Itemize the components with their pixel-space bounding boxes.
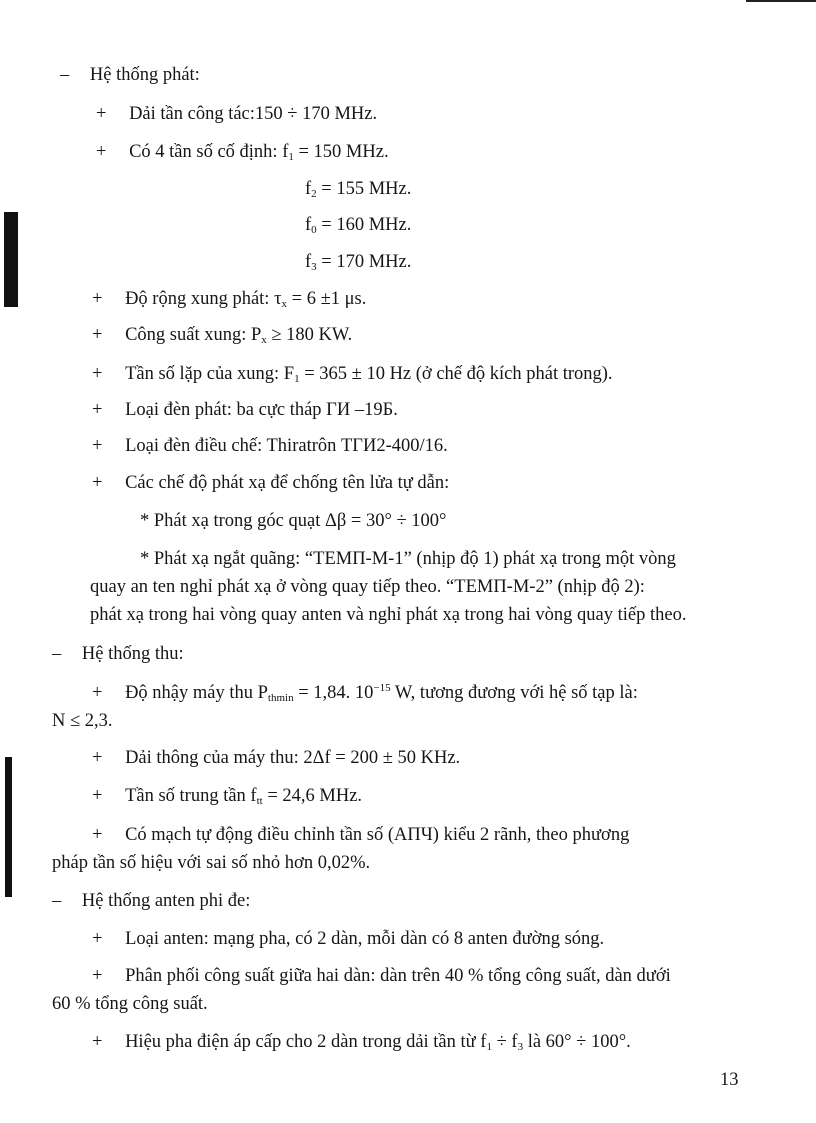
- scan-edge-mark: [746, 0, 816, 2]
- tx-tube-type: + Loại đèn phát: ba cực tháp ГИ –19Б.: [92, 400, 398, 420]
- tx-mode-sector: * Phát xạ trong góc quạt Δβ = 30° ÷ 100°: [140, 511, 447, 531]
- plus-bullet: +: [92, 436, 103, 456]
- plus-bullet: +: [92, 289, 103, 309]
- plus-bullet: +: [92, 929, 103, 949]
- dash-bullet: –: [60, 65, 70, 85]
- tx-prf: + Tần số lặp của xung: $F_1 = 365 \pm 10$ Hz (ở chế độ kích phát trong).: [92, 364, 613, 385]
- plus-bullet: +: [92, 748, 103, 768]
- tx-pulse-power: + Công suất xung: $P_x \ge 180$ KW.: [92, 325, 353, 346]
- dash-bullet: –: [52, 644, 62, 664]
- plus-bullet: +: [92, 683, 103, 703]
- tx-modulator-tube: + Loại đèn điều chế: Thiratrôn ТГИ2-400/16.: [92, 436, 448, 456]
- rx-bandwidth: + Dải thông của máy thu: 2Δf = 200 ± 50 KHz.: [92, 748, 461, 768]
- rx-sensitivity: + Độ nhậy máy thu $P_{thmin} = 1,84$. $10^{-15}$ W, tương đương với hệ số tạp là:: [92, 682, 638, 704]
- plus-bullet: +: [92, 786, 103, 806]
- rx-title: Hệ thống thu:: [81, 644, 184, 664]
- plus-bullet: +: [96, 104, 107, 124]
- plus-bullet: +: [92, 364, 103, 384]
- ant-power-split-line-2: 60 % tổng công suất.: [52, 994, 208, 1014]
- plus-bullet: +: [92, 400, 103, 420]
- tx-modes-intro: + Các chế độ phát xạ để chống tên lửa tự dẫn:: [92, 473, 450, 493]
- tx-mode-burst-line-3: phát xạ trong hai vòng quay anten và nghỉ phát xạ trong hai vòng quay tiếp theo.: [90, 605, 687, 625]
- tx-pulse-width: + Độ rộng xung phát: $\tau_x = 6 \pm 1$ μs.: [92, 289, 367, 310]
- tx-freq-f0: $f_0 = 160$ MHz.: [305, 215, 412, 236]
- plus-bullet: +: [92, 1032, 103, 1052]
- plus-bullet: +: [96, 142, 107, 162]
- tx-mode-burst-line-2: quay an ten nghỉ phát xạ ở vòng quay tiếp theo. “ТЕМП-М-2” (nhịp độ 2):: [90, 577, 645, 597]
- tx-mode-burst-line-1: * Phát xạ ngắt quãng: “ТЕМП-М-1” (nhịp độ 1) phát xạ trong một vòng: [140, 549, 676, 569]
- ant-type: + Loại anten: mạng pha, có 2 dàn, mỗi dàn có 8 anten đường sóng.: [92, 929, 605, 949]
- ant-title: Hệ thống anten phi đe:: [81, 891, 251, 911]
- page-number: 13: [720, 1070, 739, 1090]
- ant-power-split-line-1: + Phân phối công suất giữa hai dàn: dàn trên 40 % tổng công suất, dàn dưới: [92, 966, 671, 986]
- ant-section-heading: [52, 889, 250, 914]
- tx-freq-f3: $f_3 = 170$ MHz.: [305, 252, 412, 273]
- plus-bullet: +: [92, 473, 103, 493]
- rx-afc-line-2: pháp tần số hiệu với sai số nhỏ hơn 0,02%.: [52, 853, 371, 873]
- tx-section-heading: [60, 63, 200, 88]
- scan-edge-bar-upper: [4, 212, 18, 307]
- rx-section-heading: [52, 642, 184, 667]
- plus-bullet: +: [92, 825, 103, 845]
- dash-bullet: –: [52, 891, 62, 911]
- rx-afc-line-1: + Có mạch tự động điều chỉnh tần số (АПЧ) kiểu 2 rãnh, theo phương: [92, 825, 630, 845]
- rx-if-frequency: + Tần số trung tần $f_{tt} = 24,6$ MHz.: [92, 786, 363, 807]
- tx-freq-range: + Dải tần công tác:150 ÷ 170 MHz.: [96, 104, 378, 124]
- tx-title: Hệ thống phát:: [89, 65, 200, 85]
- tx-fixed-freqs: + Có 4 tần số cố định: $f_1 = 150$ MHz.: [96, 142, 389, 163]
- plus-bullet: +: [92, 966, 103, 986]
- scan-edge-bar-lower: [5, 757, 12, 897]
- tx-freq-f2: $f_2 = 155$ MHz.: [305, 179, 412, 200]
- ant-phase-difference: + Hiệu pha điện áp cấp cho 2 dàn trong dải tần từ $f_1 \div f_3$ là 60° ÷ 100°.: [92, 1032, 631, 1053]
- rx-noise-figure: N ≤ 2,3.: [52, 711, 113, 731]
- plus-bullet: +: [92, 325, 103, 345]
